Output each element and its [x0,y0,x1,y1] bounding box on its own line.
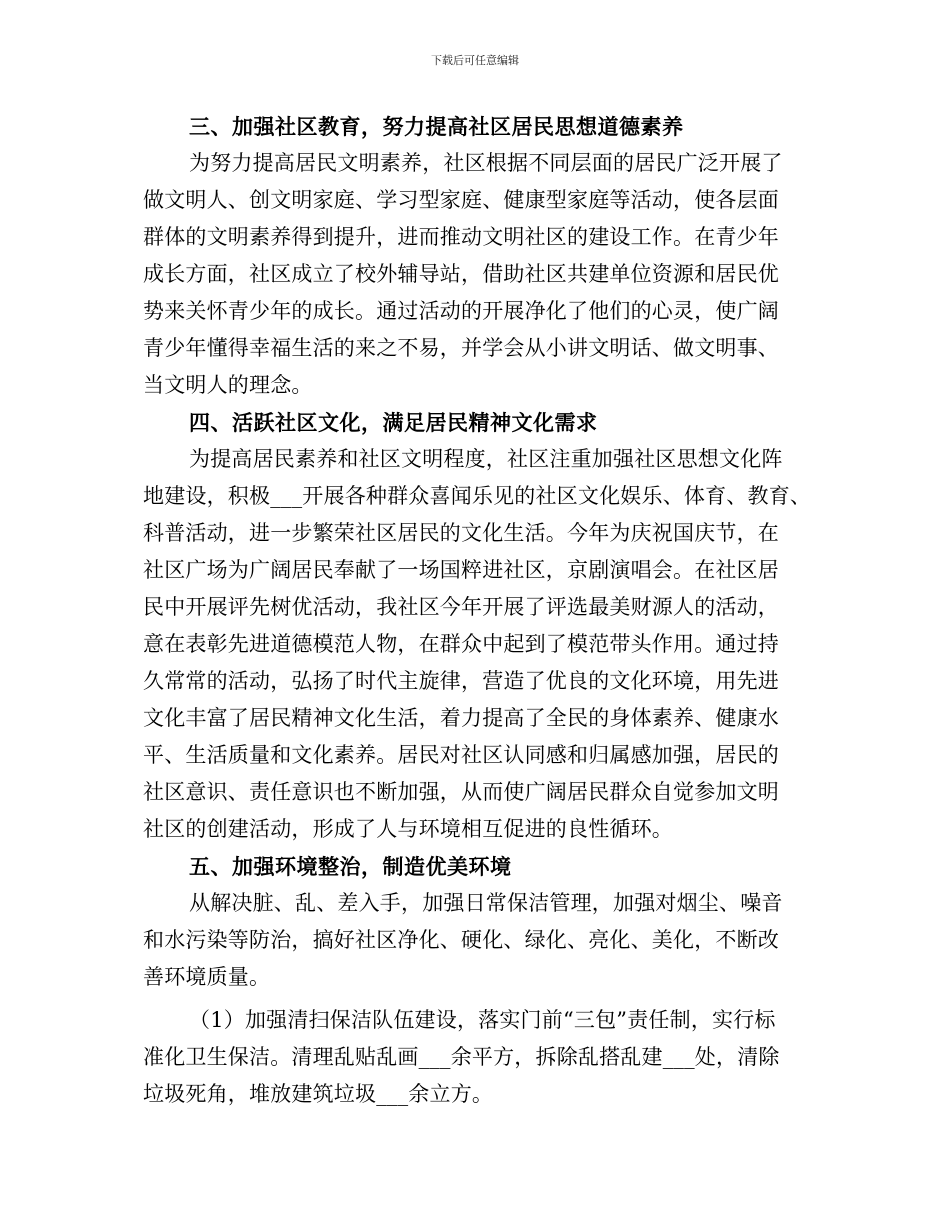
section-heading: 四、活跃社区文化，满足居民精神文化需求 [189,410,598,435]
paragraph-line: （1）加强清扫保洁队伍建设，落实门前“三包”责任制，实行标 [189,1008,776,1032]
section-paragraph [143,441,813,848]
paragraph-line: 社区广场为广阔居民奉献了一场国粹进社区，京剧演唱会。在社区居 [143,558,779,582]
paragraph-line: 成长方面，社区成立了校外辅导站，借助社区共建单位资源和居民优 [143,262,779,286]
paragraph-line: 意在表彰先进道德模范人物，在群众中起到了模范带头作用。通过持 [143,632,779,656]
section-heading: 三、加强社区教育，努力提高社区居民思想道德素养 [189,114,684,139]
numbered-paragraph [143,1002,813,1113]
document-body [143,108,813,1113]
paragraph-line: 民中开展评先树优活动，我社区今年开展了评选最美财源人的活动， [143,595,779,619]
page-header: 下载后可任意编辑 [431,54,519,67]
paragraph-line: 垃圾死角，堆放建筑垃圾___余立方。 [143,1082,494,1106]
paragraph-line: 做文明人、创文明家庭、学习型家庭、健康型家庭等活动，使各层面 [143,188,779,212]
paragraph-line: 群体的文明素养得到提升，进而推动文明社区的建设工作。在青少年 [143,225,779,249]
paragraph-line: 地建设，积极___开展各种群众喜闻乐见的社区文化娱乐、体育、教育、 [143,484,812,508]
paragraph-line: 为努力提高居民文明素养，社区根据不同层面的居民广泛开展了 [189,151,783,175]
paragraph-line: 文化丰富了居民精神文化生活，着力提高了全民的身体素养、健康水 [143,706,779,730]
section-4 [143,404,813,848]
section-heading: 五、加强环境整治，制造优美环境 [189,854,512,879]
paragraph-line: 久常常的活动，弘扬了时代主旋律，营造了优良的文化环境，用先进 [143,669,779,693]
paragraph-line: 势来关怀青少年的成长。通过活动的开展净化了他们的心灵，使广阔 [143,299,779,323]
section-5 [143,848,813,996]
paragraph-line: 平、生活质量和文化素养。居民对社区认同感和归属感加强，居民的 [143,743,779,767]
section-paragraph [143,885,813,996]
paragraph-line: 从解决脏、乱、差入手，加强日常保洁管理，加强对烟尘、噪音 [189,891,783,915]
paragraph-line: 青少年懂得幸福生活的来之不易，并学会从小讲文明话、做文明事、 [143,336,779,360]
paragraph-line: 科普活动，进一步繁荣社区居民的文化生活。今年为庆祝国庆节，在 [143,521,779,545]
paragraph-line: 为提高居民素养和社区文明程度，社区注重加强社区思想文化阵 [189,447,783,471]
paragraph-line: 善环境质量。 [143,965,271,989]
paragraph-line: 社区意识、责任意识也不断加强，从而使广阔居民群众自觉参加文明 [143,780,779,804]
section-paragraph [143,145,813,404]
paragraph-line: 社区的创建活动，形成了人与环境相互促进的良性循环。 [143,817,673,841]
section-3 [143,108,813,404]
paragraph-line: 当文明人的理念。 [143,373,313,397]
paragraph-line: 和水污染等防治，搞好社区净化、硬化、绿化、亮化、美化，不断改 [143,928,779,952]
paragraph-line: 准化卫生保洁。清理乱贴乱画___余平方，拆除乱搭乱建___处，清除 [143,1045,780,1069]
